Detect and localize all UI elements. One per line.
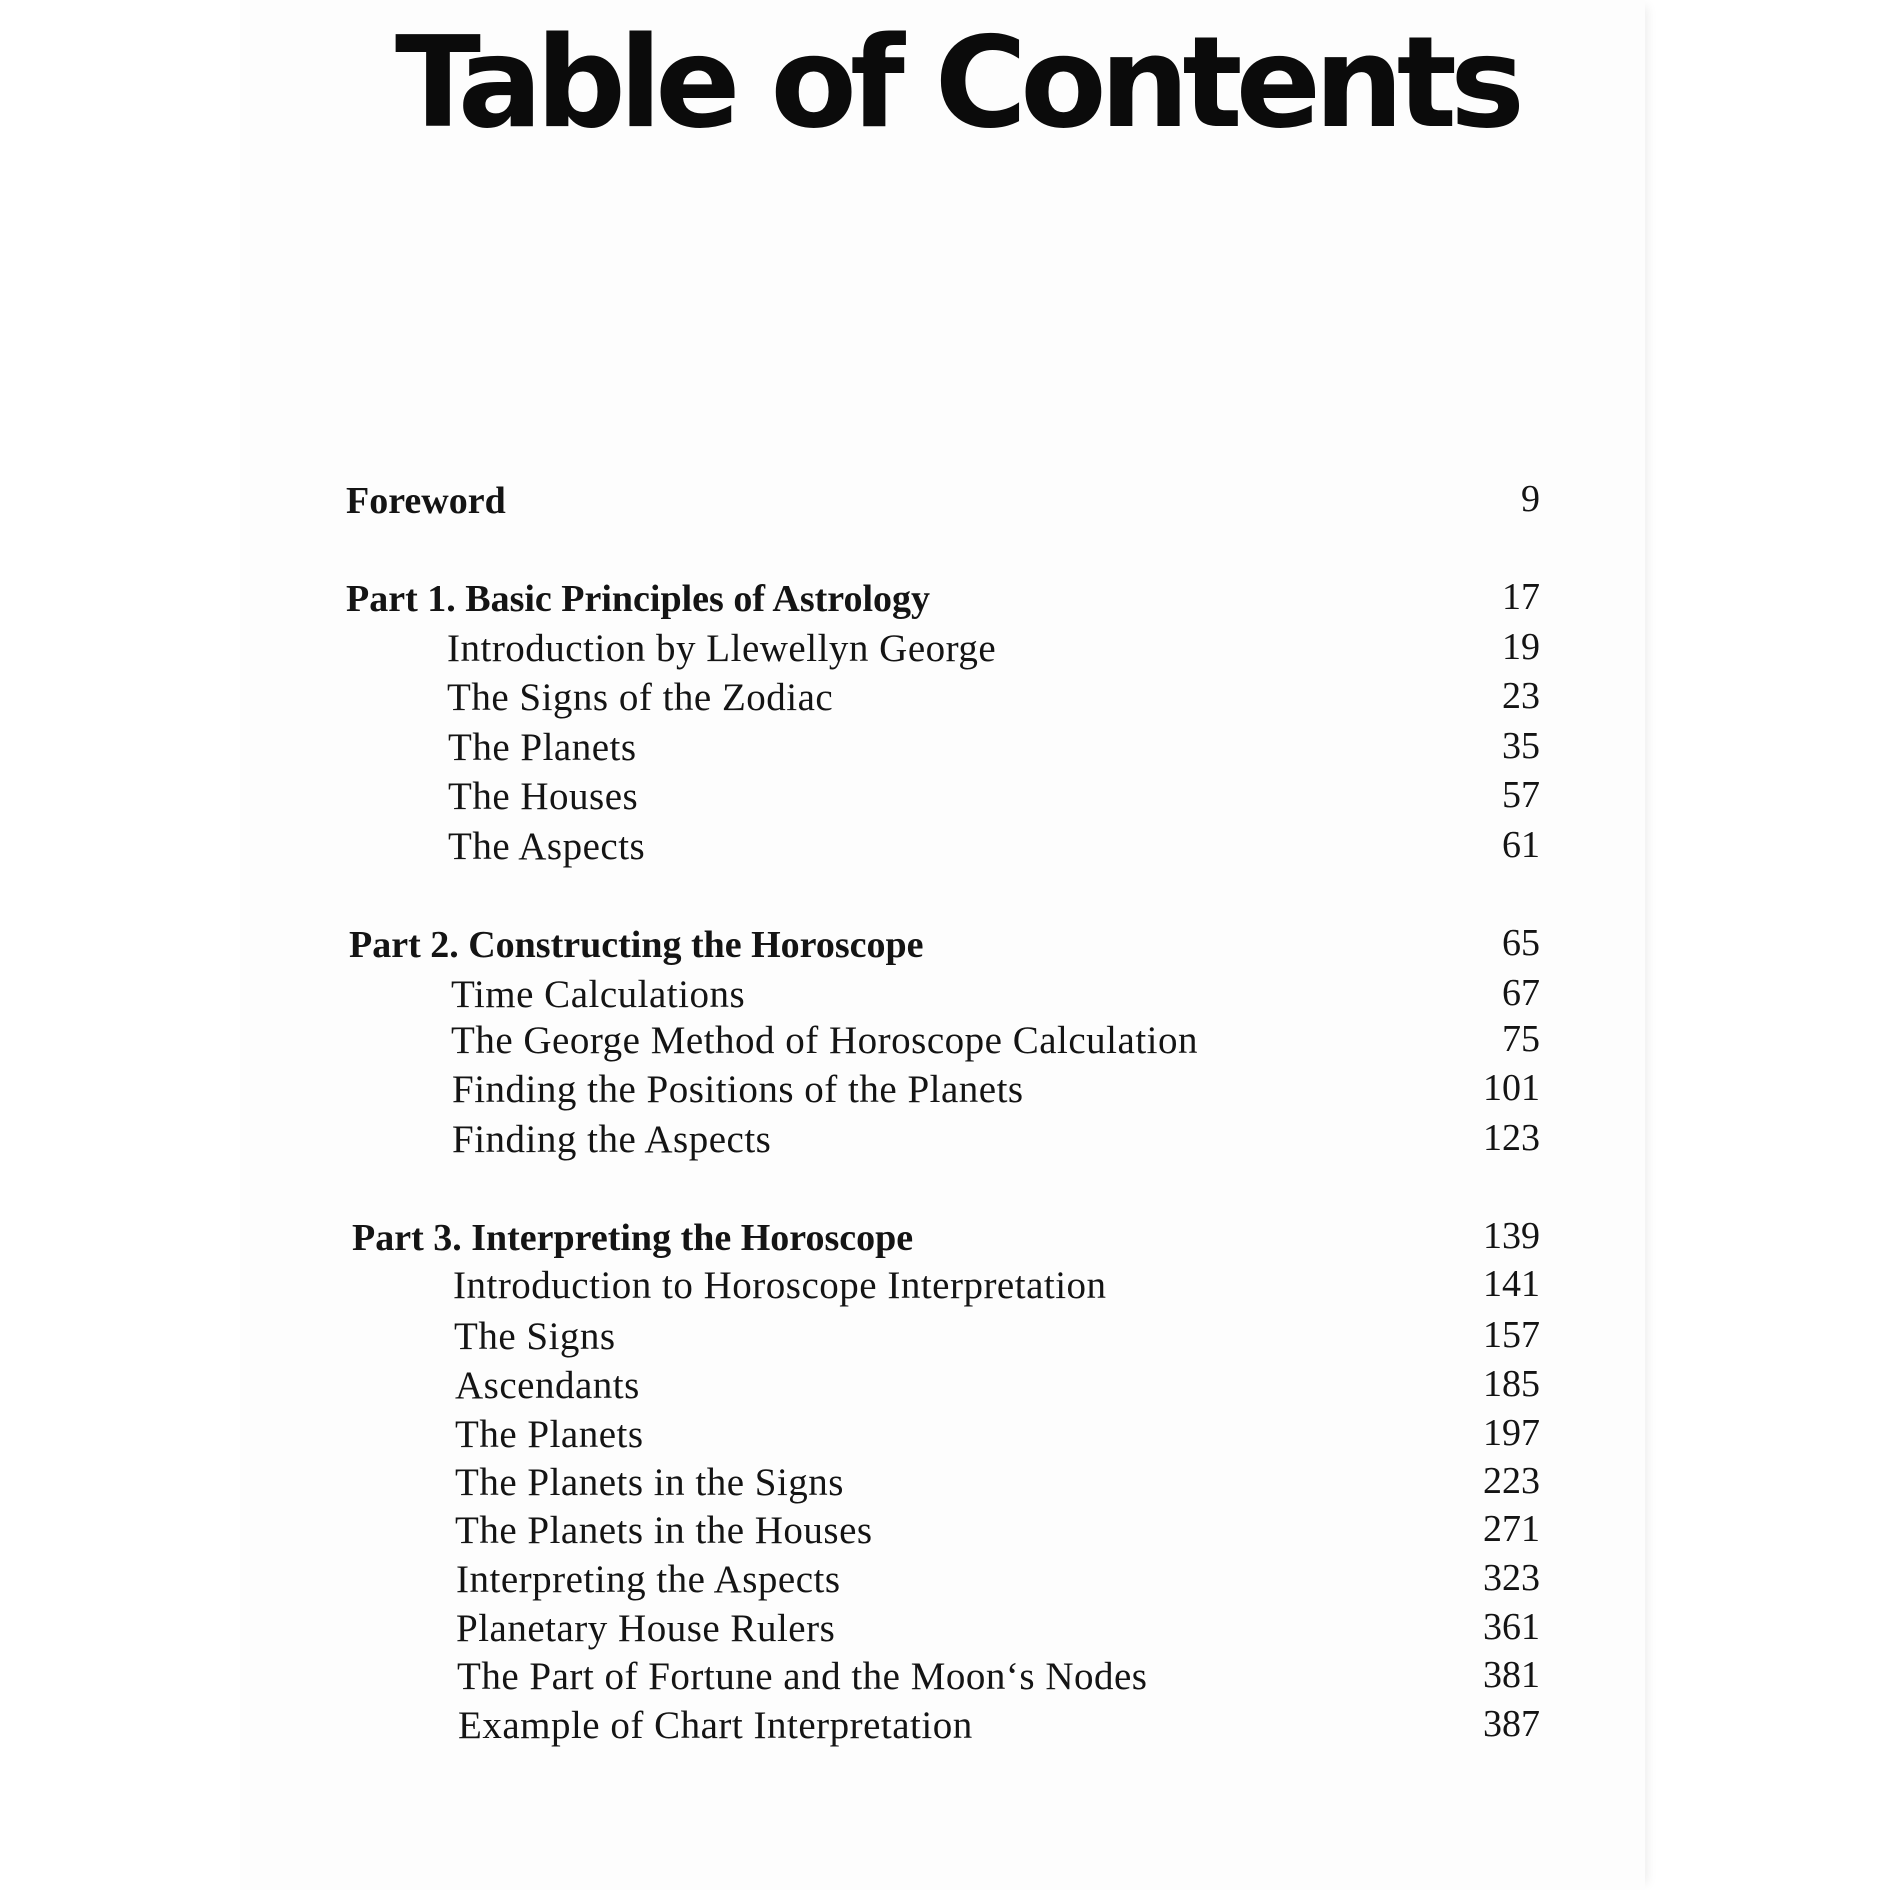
toc-entry-label: The Signs of the Zodiac bbox=[447, 676, 834, 719]
toc-entry-label: The Planets bbox=[448, 726, 637, 769]
toc-entry bbox=[0, 1555, 1890, 1605]
toc-entry bbox=[0, 1016, 1890, 1066]
toc-entry-label: The George Method of Horoscope Calculation bbox=[451, 1019, 1198, 1062]
toc-entry bbox=[0, 1410, 1890, 1460]
toc-part-1-page: 17 bbox=[1502, 576, 1540, 618]
toc-part-2 bbox=[0, 920, 1890, 970]
toc-entry bbox=[0, 1652, 1890, 1702]
toc-entry-label: Interpreting the Aspects bbox=[456, 1558, 841, 1601]
toc-entry-page: 223 bbox=[1483, 1460, 1540, 1502]
toc-part-2-page: 65 bbox=[1502, 922, 1540, 964]
toc-entry-page: 387 bbox=[1483, 1703, 1540, 1745]
toc-entry-page: 75 bbox=[1502, 1018, 1540, 1060]
toc-part-1 bbox=[0, 574, 1890, 624]
toc-entry-page: 157 bbox=[1483, 1314, 1540, 1356]
toc-entry-page: 35 bbox=[1502, 725, 1540, 767]
toc-entry-label: Introduction to Horoscope Interpretation bbox=[453, 1264, 1107, 1307]
toc-entry-label: Introduction by Llewellyn George bbox=[447, 627, 997, 670]
toc-entry bbox=[0, 1506, 1890, 1556]
toc-entry-page: 57 bbox=[1502, 774, 1540, 816]
toc-part-3 bbox=[0, 1213, 1890, 1263]
toc-entry bbox=[0, 1458, 1890, 1508]
toc-entry-label: The Aspects bbox=[448, 825, 646, 868]
toc-entry-label: Finding the Positions of the Planets bbox=[452, 1068, 1024, 1111]
toc-entry-page: 323 bbox=[1483, 1557, 1540, 1599]
toc-part-3-page: 139 bbox=[1483, 1215, 1540, 1257]
toc-part-3-label: Part 3. Interpreting the Horoscope bbox=[352, 1217, 914, 1259]
toc-entry bbox=[0, 822, 1890, 872]
toc-entry bbox=[0, 1604, 1890, 1654]
toc-foreword bbox=[0, 476, 1890, 526]
toc-part-2-label: Part 2. Constructing the Horoscope bbox=[349, 924, 924, 966]
page-title: Table of Contents bbox=[395, 9, 1519, 156]
toc-entry-page: 61 bbox=[1502, 824, 1540, 866]
toc-entry-label: The Signs bbox=[454, 1315, 616, 1358]
toc-entry bbox=[0, 1701, 1890, 1751]
toc-entry bbox=[0, 772, 1890, 822]
toc-entry bbox=[0, 970, 1890, 1020]
toc-entry-page: 381 bbox=[1483, 1654, 1540, 1696]
toc-entry-page: 23 bbox=[1502, 675, 1540, 717]
toc-entry bbox=[0, 1361, 1890, 1411]
toc-entry-page: 101 bbox=[1483, 1067, 1540, 1109]
toc-foreword-page: 9 bbox=[1521, 478, 1540, 520]
toc-entry bbox=[0, 1115, 1890, 1165]
toc-entry bbox=[0, 1312, 1890, 1362]
toc-entry-label: Time Calculations bbox=[451, 973, 746, 1016]
toc-entry-page: 141 bbox=[1483, 1263, 1540, 1305]
toc-entry-label: Finding the Aspects bbox=[452, 1118, 772, 1161]
toc-entry bbox=[0, 723, 1890, 773]
toc-entry-page: 67 bbox=[1502, 972, 1540, 1014]
toc-entry-label: Planetary House Rulers bbox=[456, 1607, 836, 1650]
toc-entry-page: 19 bbox=[1502, 626, 1540, 668]
toc-foreword-label: Foreword bbox=[346, 480, 506, 522]
toc-entry-label: The Houses bbox=[448, 775, 639, 818]
toc-entry-page: 271 bbox=[1483, 1508, 1540, 1550]
toc-entry-label: The Planets in the Houses bbox=[455, 1509, 873, 1552]
toc-entry-page: 123 bbox=[1483, 1117, 1540, 1159]
toc-entry-label: Ascendants bbox=[455, 1364, 640, 1407]
toc-entry bbox=[0, 673, 1890, 723]
toc-entry-page: 197 bbox=[1483, 1412, 1540, 1454]
toc-entry bbox=[0, 1261, 1890, 1311]
toc-entry-page: 185 bbox=[1483, 1363, 1540, 1405]
toc-entry-label: The Planets in the Signs bbox=[455, 1461, 844, 1504]
toc-entry-label: The Planets bbox=[455, 1413, 644, 1456]
toc-part-1-label: Part 1. Basic Principles of Astrology bbox=[346, 578, 931, 620]
toc-entry bbox=[0, 624, 1890, 674]
toc-entry bbox=[0, 1065, 1890, 1115]
toc-entry-label: Example of Chart Interpretation bbox=[458, 1704, 973, 1747]
toc-entry-label: The Part of Fortune and the Moon‘s Nodes bbox=[457, 1655, 1148, 1698]
toc-entry-page: 361 bbox=[1483, 1606, 1540, 1648]
